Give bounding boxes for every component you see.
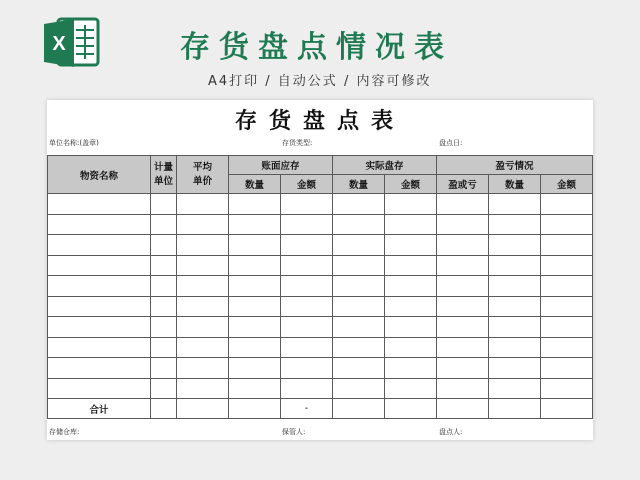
table-cell[interactable] bbox=[541, 296, 593, 317]
table-cell[interactable] bbox=[48, 235, 151, 256]
table-cell[interactable] bbox=[489, 399, 541, 419]
table-cell[interactable] bbox=[281, 358, 333, 379]
table-cell[interactable] bbox=[541, 317, 593, 338]
header-avg-price: 平均 单价 bbox=[177, 156, 229, 194]
table-cell[interactable] bbox=[333, 276, 385, 297]
table-cell[interactable] bbox=[151, 255, 177, 276]
table-cell[interactable] bbox=[177, 399, 229, 419]
excel-icon-letter: X bbox=[52, 33, 66, 55]
table-row bbox=[48, 255, 593, 276]
header-diff-amount: 金额 bbox=[541, 175, 593, 194]
table-cell[interactable] bbox=[229, 317, 281, 338]
table-cell[interactable] bbox=[177, 276, 229, 297]
table-cell[interactable] bbox=[333, 358, 385, 379]
table-cell[interactable] bbox=[281, 317, 333, 338]
counter-label: 盘点人: bbox=[439, 428, 463, 436]
header-actual-group: 实际盘存 bbox=[333, 156, 437, 175]
inventory-sheet bbox=[47, 100, 593, 440]
table-cell[interactable] bbox=[385, 276, 437, 297]
table-cell[interactable] bbox=[385, 378, 437, 399]
table-cell[interactable] bbox=[437, 214, 489, 235]
table-cell[interactable] bbox=[489, 194, 541, 215]
banner-subtitle: A4打印 / 自动公式 / 内容可修改 bbox=[208, 74, 432, 89]
table-cell[interactable] bbox=[437, 358, 489, 379]
table-cell[interactable] bbox=[489, 255, 541, 276]
table-cell[interactable] bbox=[48, 358, 151, 379]
header-book-group: 账面应存 bbox=[229, 156, 333, 175]
table-cell[interactable] bbox=[437, 235, 489, 256]
table-cell[interactable] bbox=[489, 296, 541, 317]
table-cell[interactable] bbox=[151, 399, 177, 419]
table-cell[interactable] bbox=[541, 358, 593, 379]
total-label: 合计 bbox=[48, 399, 151, 419]
table-cell[interactable] bbox=[541, 399, 593, 419]
table-cell[interactable] bbox=[489, 317, 541, 338]
table-cell[interactable] bbox=[177, 296, 229, 317]
table-cell[interactable] bbox=[151, 296, 177, 317]
table-cell[interactable] bbox=[177, 255, 229, 276]
table-cell[interactable] bbox=[385, 358, 437, 379]
table-cell[interactable] bbox=[385, 399, 437, 419]
table-cell[interactable] bbox=[489, 214, 541, 235]
table-cell[interactable] bbox=[151, 378, 177, 399]
table-cell[interactable] bbox=[229, 214, 281, 235]
table-row bbox=[48, 214, 593, 235]
table-cell[interactable] bbox=[437, 337, 489, 358]
table-row bbox=[48, 358, 593, 379]
table-cell[interactable] bbox=[229, 194, 281, 215]
table-cell[interactable] bbox=[229, 255, 281, 276]
table-cell[interactable] bbox=[229, 358, 281, 379]
table-cell[interactable] bbox=[281, 296, 333, 317]
table-cell[interactable] bbox=[151, 317, 177, 338]
header-name: 物资名称 bbox=[48, 156, 151, 194]
table-cell[interactable] bbox=[151, 276, 177, 297]
table-cell[interactable] bbox=[437, 317, 489, 338]
table-cell[interactable] bbox=[541, 378, 593, 399]
header-row-1 bbox=[48, 156, 593, 175]
table-cell[interactable] bbox=[48, 276, 151, 297]
table-cell[interactable] bbox=[541, 276, 593, 297]
table-cell[interactable] bbox=[385, 337, 437, 358]
table-cell[interactable] bbox=[489, 337, 541, 358]
table-cell[interactable] bbox=[489, 276, 541, 297]
table-cell[interactable] bbox=[281, 235, 333, 256]
table-cell[interactable] bbox=[48, 194, 151, 215]
total-row bbox=[48, 399, 593, 419]
table-cell[interactable] bbox=[437, 276, 489, 297]
table-cell[interactable] bbox=[229, 399, 281, 419]
header-unit: 计量 单位 bbox=[151, 156, 177, 194]
header-book-qty: 数量 bbox=[229, 175, 281, 194]
table-cell[interactable] bbox=[385, 296, 437, 317]
count-date-label: 盘点日: bbox=[439, 139, 463, 147]
table-cell[interactable] bbox=[151, 358, 177, 379]
table-cell[interactable] bbox=[229, 235, 281, 256]
table-cell[interactable] bbox=[281, 214, 333, 235]
table-row bbox=[48, 235, 593, 256]
table-cell[interactable] bbox=[385, 214, 437, 235]
table-cell[interactable] bbox=[281, 194, 333, 215]
table-cell[interactable] bbox=[48, 317, 151, 338]
table-cell[interactable] bbox=[151, 194, 177, 215]
table-cell[interactable] bbox=[541, 255, 593, 276]
table-cell[interactable] bbox=[281, 378, 333, 399]
table-row bbox=[48, 194, 593, 215]
table-cell[interactable] bbox=[48, 255, 151, 276]
header-actual-amount: 金额 bbox=[385, 175, 437, 194]
table-cell[interactable] bbox=[48, 214, 151, 235]
table-cell[interactable] bbox=[437, 378, 489, 399]
table-cell[interactable] bbox=[437, 194, 489, 215]
table-cell[interactable] bbox=[333, 378, 385, 399]
table-cell[interactable] bbox=[541, 194, 593, 215]
inventory-table bbox=[47, 155, 593, 419]
table-cell[interactable] bbox=[177, 235, 229, 256]
table-cell[interactable] bbox=[177, 214, 229, 235]
table-cell[interactable] bbox=[333, 317, 385, 338]
table-cell[interactable] bbox=[489, 358, 541, 379]
table-row bbox=[48, 296, 593, 317]
table-cell[interactable] bbox=[333, 214, 385, 235]
table-cell[interactable] bbox=[151, 235, 177, 256]
table-cell[interactable] bbox=[437, 296, 489, 317]
table-cell[interactable] bbox=[281, 255, 333, 276]
table-cell[interactable] bbox=[177, 194, 229, 215]
table-cell[interactable] bbox=[151, 337, 177, 358]
table-cell[interactable] bbox=[229, 378, 281, 399]
table-cell[interactable] bbox=[229, 337, 281, 358]
table-cell[interactable] bbox=[48, 296, 151, 317]
table-cell[interactable] bbox=[541, 214, 593, 235]
header-book-amount: 金额 bbox=[281, 175, 333, 194]
table-cell[interactable] bbox=[151, 214, 177, 235]
warehouse-label: 存储仓库: bbox=[49, 428, 80, 436]
table-cell[interactable] bbox=[541, 337, 593, 358]
table-cell[interactable] bbox=[333, 296, 385, 317]
header-actual-qty: 数量 bbox=[333, 175, 385, 194]
table-cell[interactable] bbox=[229, 276, 281, 297]
table-cell[interactable] bbox=[541, 235, 593, 256]
table-cell[interactable] bbox=[48, 337, 151, 358]
keeper-label: 保管人: bbox=[282, 428, 306, 436]
sheet-title: 存货盘点表 bbox=[234, 108, 405, 134]
table-cell[interactable] bbox=[489, 235, 541, 256]
table-row bbox=[48, 337, 593, 358]
table-cell[interactable] bbox=[489, 378, 541, 399]
table-cell[interactable] bbox=[333, 194, 385, 215]
table-cell[interactable] bbox=[437, 399, 489, 419]
table-cell[interactable] bbox=[229, 296, 281, 317]
table-row bbox=[48, 317, 593, 338]
table-cell[interactable] bbox=[333, 255, 385, 276]
table-cell[interactable] bbox=[385, 255, 437, 276]
inventory-type-label: 存货类型: bbox=[282, 139, 313, 147]
table-cell[interactable] bbox=[281, 337, 333, 358]
table-cell[interactable] bbox=[385, 317, 437, 338]
table-cell[interactable] bbox=[385, 194, 437, 215]
table-cell[interactable] bbox=[177, 378, 229, 399]
table-cell[interactable] bbox=[177, 358, 229, 379]
table-cell[interactable] bbox=[385, 235, 437, 256]
header-diff-qty: 数量 bbox=[489, 175, 541, 194]
table-row bbox=[48, 276, 593, 297]
unit-name-label: 单位名称:(盖章) bbox=[49, 139, 99, 147]
table-cell[interactable] bbox=[333, 399, 385, 419]
table-row bbox=[48, 378, 593, 399]
total-mark[interactable]: - bbox=[281, 399, 333, 419]
header-diff-group: 盈亏情况 bbox=[437, 156, 593, 175]
table-cell[interactable] bbox=[333, 337, 385, 358]
header-gain-loss: 盈或亏 bbox=[437, 175, 489, 194]
table-cell[interactable] bbox=[177, 337, 229, 358]
table-cell[interactable] bbox=[177, 317, 229, 338]
banner-title: 存货盘点情况表 bbox=[180, 30, 453, 65]
table-cell[interactable] bbox=[333, 235, 385, 256]
table-cell[interactable] bbox=[281, 276, 333, 297]
excel-icon bbox=[42, 17, 102, 69]
table-cell[interactable] bbox=[48, 378, 151, 399]
table-cell[interactable] bbox=[437, 255, 489, 276]
